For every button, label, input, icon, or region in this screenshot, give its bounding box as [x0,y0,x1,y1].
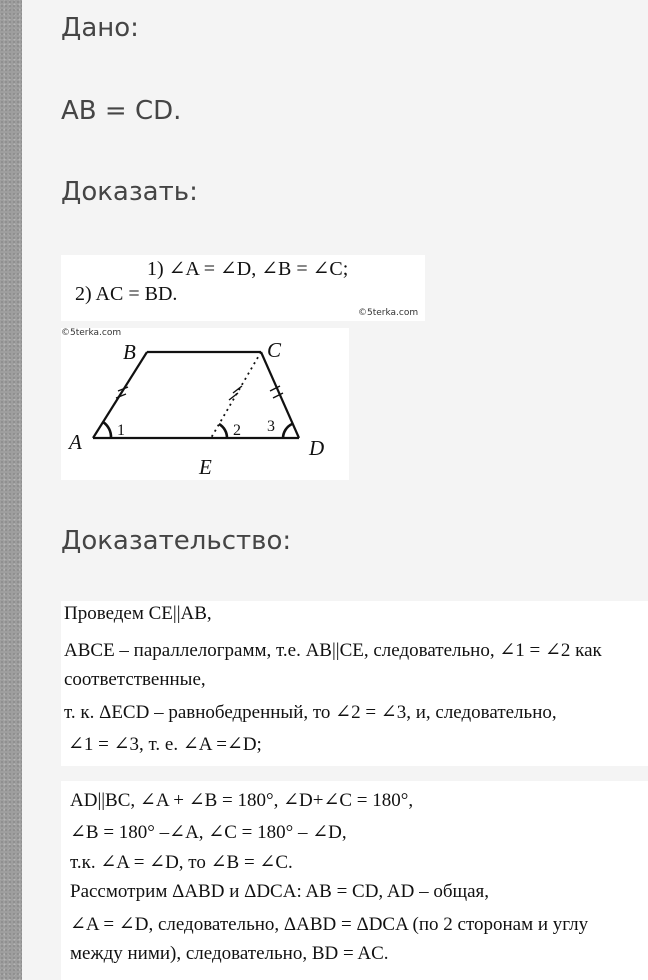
proof1-line-3: соответственные, [64,669,206,690]
vertex-a: A [69,430,82,454]
proof-heading: Доказательство: [61,526,292,556]
proof2-line-2: ∠B = 180° –∠A, ∠C = 180° – ∠D, [70,822,347,843]
given-heading: Дано: [61,13,139,43]
proof1-line-2: ABCE – параллелограмм, т.е. AB||CE, следовательно, ∠1 = ∠2 как [64,640,602,661]
proof-block-1 [61,601,648,766]
solution-page [22,0,648,980]
figure-watermark: ©5terka.com [61,328,122,338]
left-page-strip [0,0,22,980]
proof2-line-6: между ними), следовательно, BD = AC. [70,943,389,964]
prove-line-2: 2) AC = BD. [75,283,178,305]
vertex-d: D [309,436,325,460]
proof2-line-4: Рассмотрим ΔABD и ΔDCA: AB = CD, AD – общая, [70,881,490,902]
proof2-line-3: т.к. ∠A = ∠D, то ∠B = ∠C. [70,852,293,873]
proof-block-2 [61,781,648,980]
prove-line-1: 1) ∠A = ∠D, ∠B = ∠C; [147,258,349,280]
vertex-e: E [199,455,212,479]
angle-arc-1 [103,422,111,438]
trapezoid-figure [61,328,349,480]
angle-label-2: 2 [233,422,241,439]
tick-ce-2 [233,386,242,393]
angle-label-3: 3 [267,418,275,435]
angle-arc-2 [219,424,227,438]
prove-statement-image [61,255,425,321]
proof2-line-5: ∠A = ∠D, следовательно, ΔABD = ΔDCA (по 2 сторонам и углу [70,914,589,935]
angle-label-1: 1 [117,422,125,439]
vertex-c: C [267,338,282,362]
vertex-b: B [123,340,136,364]
given-value: AB = CD. [61,96,182,126]
trapezoid-diagram [61,328,349,480]
angle-arc-3 [283,424,292,438]
proof1-line-1: Проведем CE||AB, [64,603,212,624]
proof2-line-1: AD||BC, ∠A + ∠B = 180°, ∠D+∠C = 180°, [70,790,414,811]
proof1-line-4: т. к. ΔECD – равнобедренный, то ∠2 = ∠3, и, следовательно, [64,702,557,723]
watermark: ©5terka.com [358,308,419,318]
proof1-line-5: ∠1 = ∠3, т. е. ∠A =∠D; [68,734,262,755]
prove-heading: Доказать: [61,177,198,207]
